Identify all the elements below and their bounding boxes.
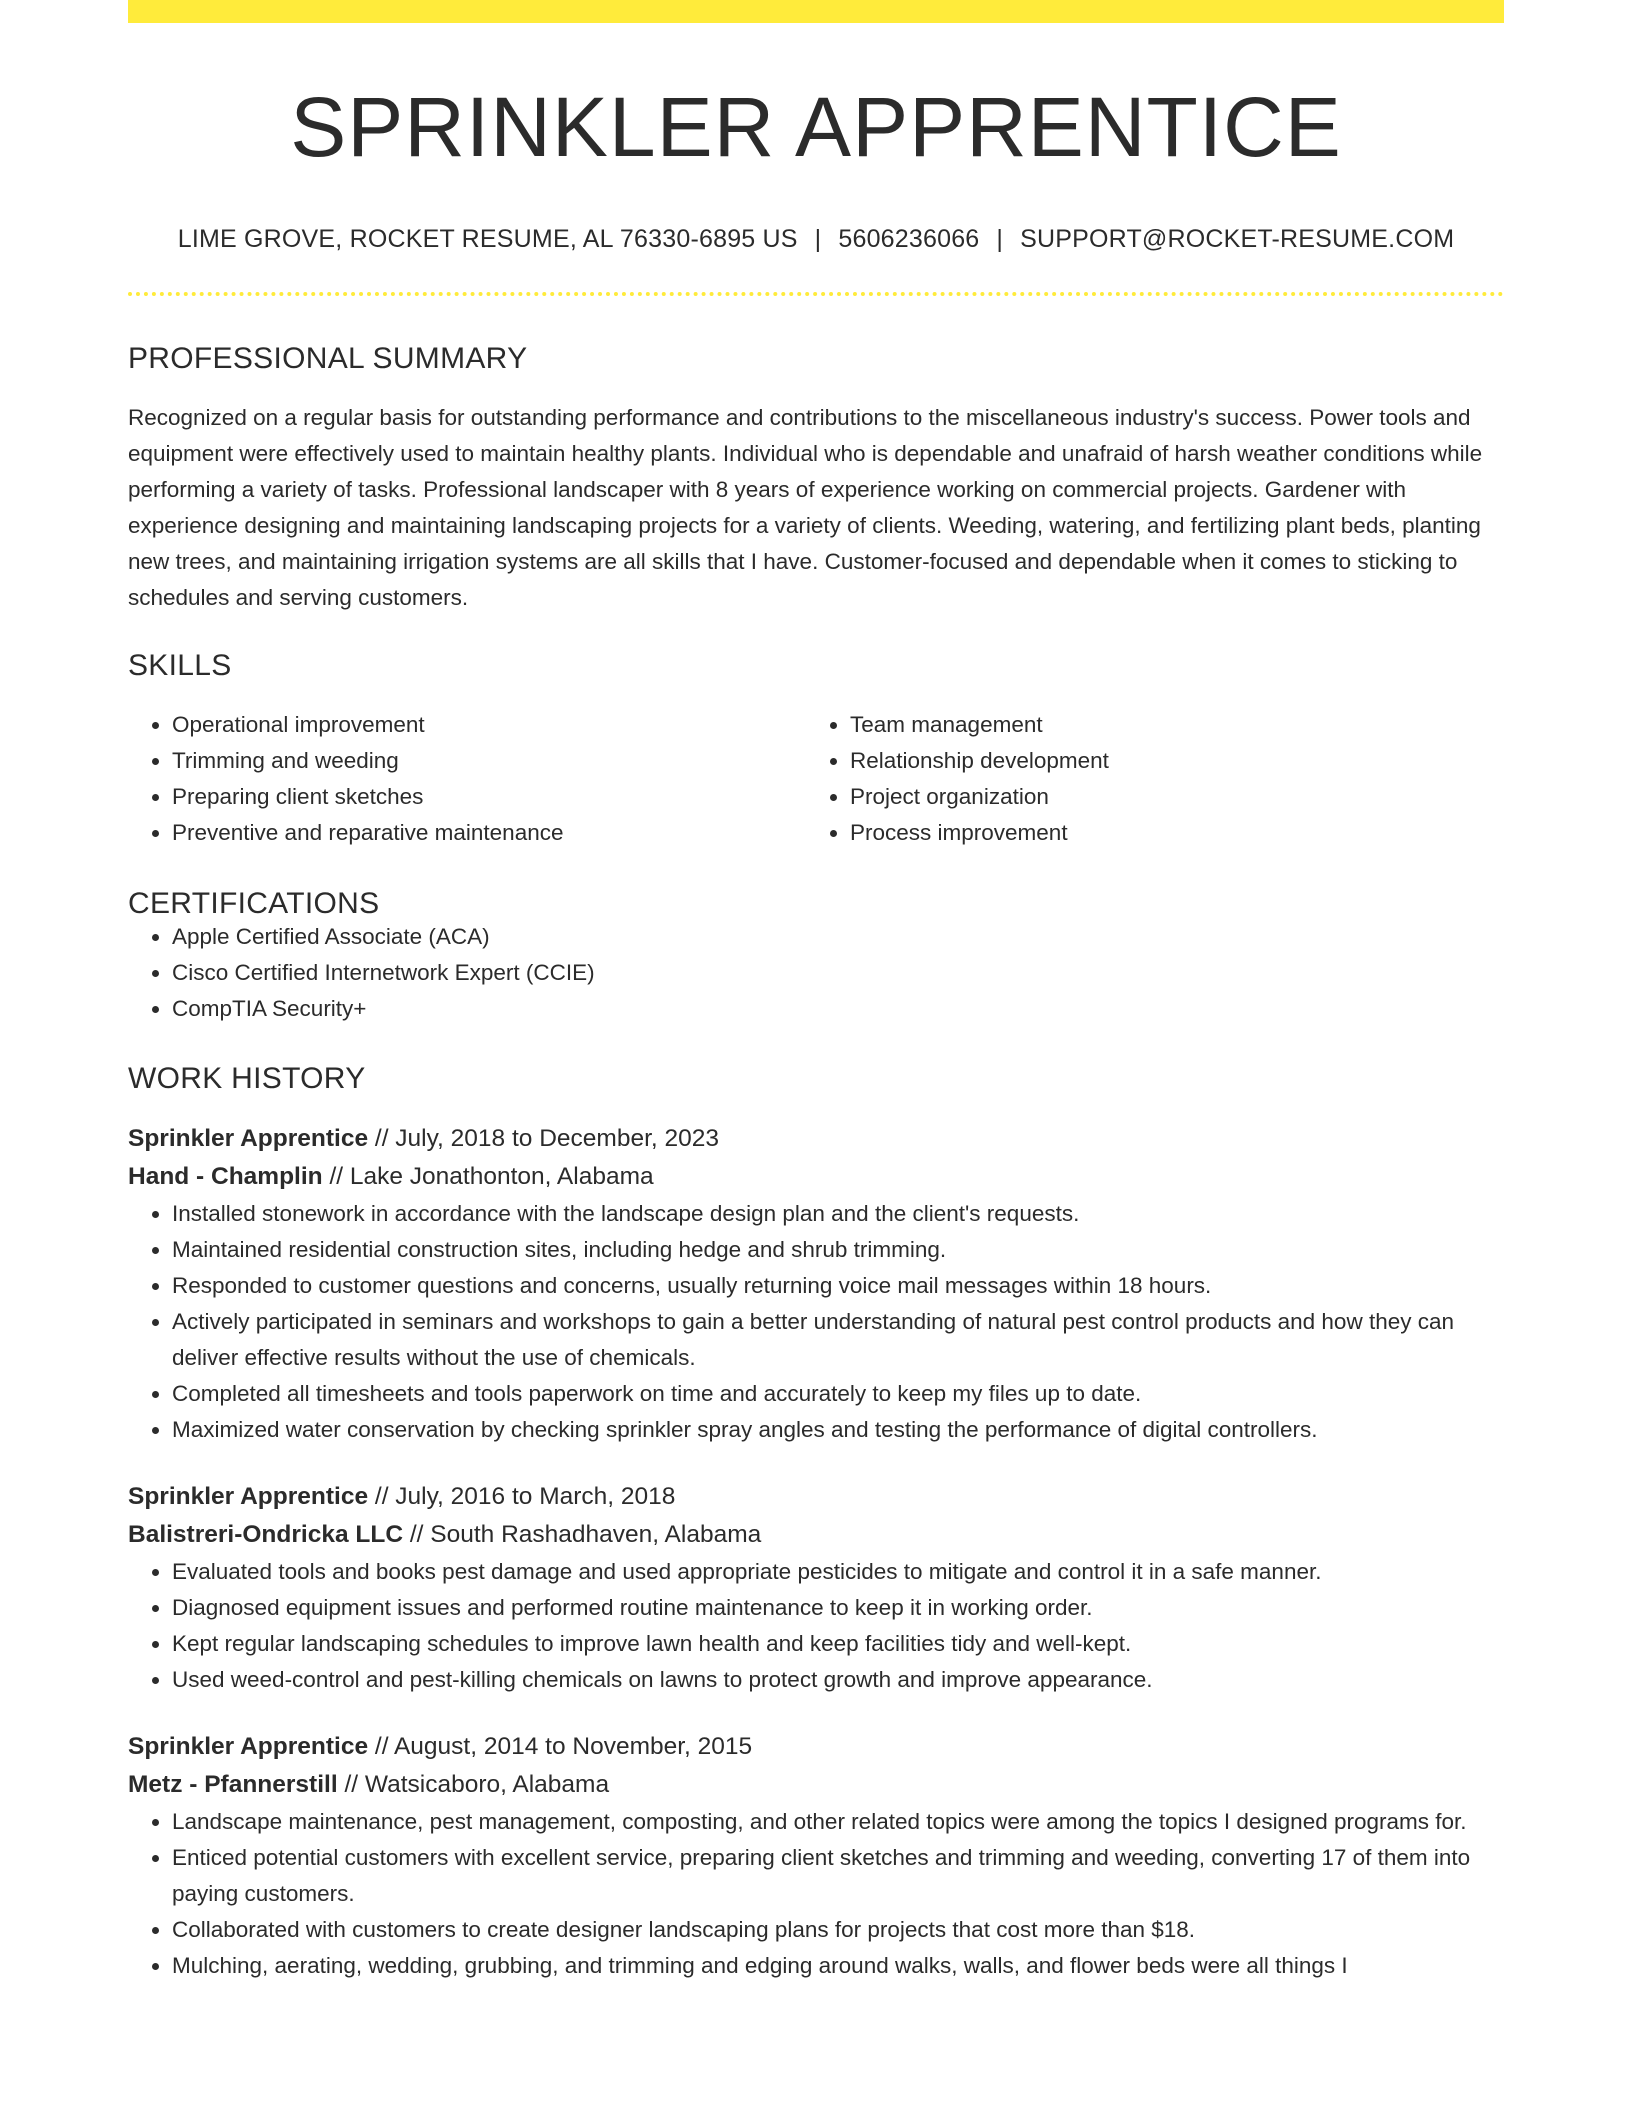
job-company-line: [128, 1516, 1504, 1554]
summary-text: Recognized on a regular basis for outstanding performance and contributions to the miscellaneous industry's success. Power tools and equipment were effectively used to maintain healthy plants. Individual who is dependable and unafraid of harsh weather conditions while performing a variety of tasks. Professional landscaper with 8 years of experience working on commercial projects. Gardener with experience designing and maintaining landscaping projects for a variety of clients. Weeding, watering, and fertilizing plant beds, planting new trees, and maintaining irrigation systems are all skills that I have. Customer-focused and dependable when it comes to sticking to schedules and serving customers.: [128, 405, 1483, 610]
job-bullet: • Mulching, aerating, wedding, grubbing, and trimming and edging around walks, walls, and flower beds were all things I: [172, 1948, 1504, 1984]
job-company-line: [128, 1158, 1504, 1196]
skill-item: • Preparing client sketches: [172, 779, 806, 815]
skill-item: • Project organization: [850, 779, 1484, 815]
certifications-heading: CERTIFICATIONS: [128, 887, 380, 920]
skill-item: • Team management: [850, 707, 1484, 743]
certification-item: • Cisco Certified Internetwork Expert (CCIE): [172, 955, 1504, 991]
certification-item: • CompTIA Security+: [172, 991, 1504, 1027]
job-title-line: [128, 1478, 1504, 1516]
job-bullet: • Enticed potential customers with excellent service, preparing client sketches and trimming and weeding, converting 17 of them into paying customers.: [172, 1840, 1504, 1912]
skills-list-left: [128, 707, 806, 851]
contact-line: [128, 227, 1504, 252]
resume-page: [128, 0, 1504, 1984]
skills-heading: SKILLS: [128, 649, 232, 682]
skills-list-right: [806, 707, 1484, 851]
job-bullet: • Kept regular landscaping schedules to improve lawn health and keep facilities tidy and well-kept.: [172, 1626, 1504, 1662]
contact-separator: |: [814, 225, 822, 253]
skills-columns: [128, 707, 1504, 851]
accent-top-bar: [128, 0, 1504, 23]
summary-heading: PROFESSIONAL SUMMARY: [128, 342, 528, 375]
contact-separator: |: [996, 225, 1004, 253]
job-dates: // July, 2016 to March, 2018: [368, 1483, 676, 1510]
job-bullet: • Installed stonework in accordance with the landscape design plan and the client's requests.: [172, 1196, 1504, 1232]
job-company-line: [128, 1766, 1504, 1804]
job-title-line: [128, 1120, 1504, 1158]
job-bullet: • Evaluated tools and books pest damage and used appropriate pesticides to mitigate and control it in a safe manner.: [172, 1554, 1504, 1590]
skill-item: • Relationship development: [850, 743, 1484, 779]
job-bullet: • Used weed-control and pest-killing chemicals on lawns to protect growth and improve appearance.: [172, 1662, 1504, 1698]
job-title-line: [128, 1728, 1504, 1766]
job-role: Sprinkler Apprentice: [128, 1733, 369, 1760]
job-company: Balistreri-Ondricka LLC: [128, 1521, 404, 1548]
job-bullet: • Diagnosed equipment issues and performed routine maintenance to keep it in working order.: [172, 1590, 1504, 1626]
job-bullet: • Completed all timesheets and tools paperwork on time and accurately to keep my files up to date.: [172, 1376, 1504, 1412]
job-bullets: [128, 1804, 1504, 1984]
job-bullet: • Responded to customer questions and concerns, usually returning voice mail messages within 18 hours.: [172, 1268, 1504, 1304]
job-dates: // July, 2018 to December, 2023: [368, 1125, 719, 1152]
dotted-divider: [128, 292, 1504, 296]
job-dates: // August, 2014 to November, 2015: [368, 1733, 753, 1760]
job-bullet: • Landscape maintenance, pest management, composting, and other related topics were among the topics I designed programs for.: [172, 1804, 1504, 1840]
job-role: Sprinkler Apprentice: [128, 1125, 369, 1152]
skill-item: • Process improvement: [850, 815, 1484, 851]
work-history-heading: WORK HISTORY: [128, 1062, 366, 1095]
job-company: Metz - Pfannerstill: [128, 1771, 338, 1798]
job-bullet: • Maintained residential construction sites, including hedge and shrub trimming.: [172, 1232, 1504, 1268]
job-bullets: [128, 1554, 1504, 1698]
job-bullet: • Actively participated in seminars and workshops to gain a better understanding of natural pest control products and how they can deliver effective results without the use of chemicals.: [172, 1304, 1504, 1376]
job-location: // South Rashadhaven, Alabama: [403, 1521, 762, 1548]
job-role: Sprinkler Apprentice: [128, 1483, 369, 1510]
contact-phone: 5606236066: [838, 225, 980, 253]
certification-item: • Apple Certified Associate (ACA): [172, 919, 1504, 955]
job-company: Hand - Champlin: [128, 1163, 323, 1190]
contact-address: LIME GROVE, ROCKET RESUME, AL 76330-6895 US: [177, 225, 798, 253]
skill-item: • Trimming and weeding: [172, 743, 806, 779]
job-bullet: • Maximized water conservation by checking sprinkler spray angles and testing the performance of digital controllers.: [172, 1412, 1504, 1448]
job-bullets: [128, 1196, 1504, 1448]
contact-email: SUPPORT@ROCKET-RESUME.COM: [1020, 225, 1455, 253]
certifications-list: [128, 919, 1504, 1027]
resume-name: SPRINKLER APPRENTICE: [290, 80, 1342, 174]
job-location: // Watsicaboro, Alabama: [337, 1771, 610, 1798]
skill-item: • Operational improvement: [172, 707, 806, 743]
job-location: // Lake Jonathonton, Alabama: [322, 1163, 654, 1190]
job-bullet: • Collaborated with customers to create designer landscaping plans for projects that cost more than $18.: [172, 1912, 1504, 1948]
skill-item: • Preventive and reparative maintenance: [172, 815, 806, 851]
